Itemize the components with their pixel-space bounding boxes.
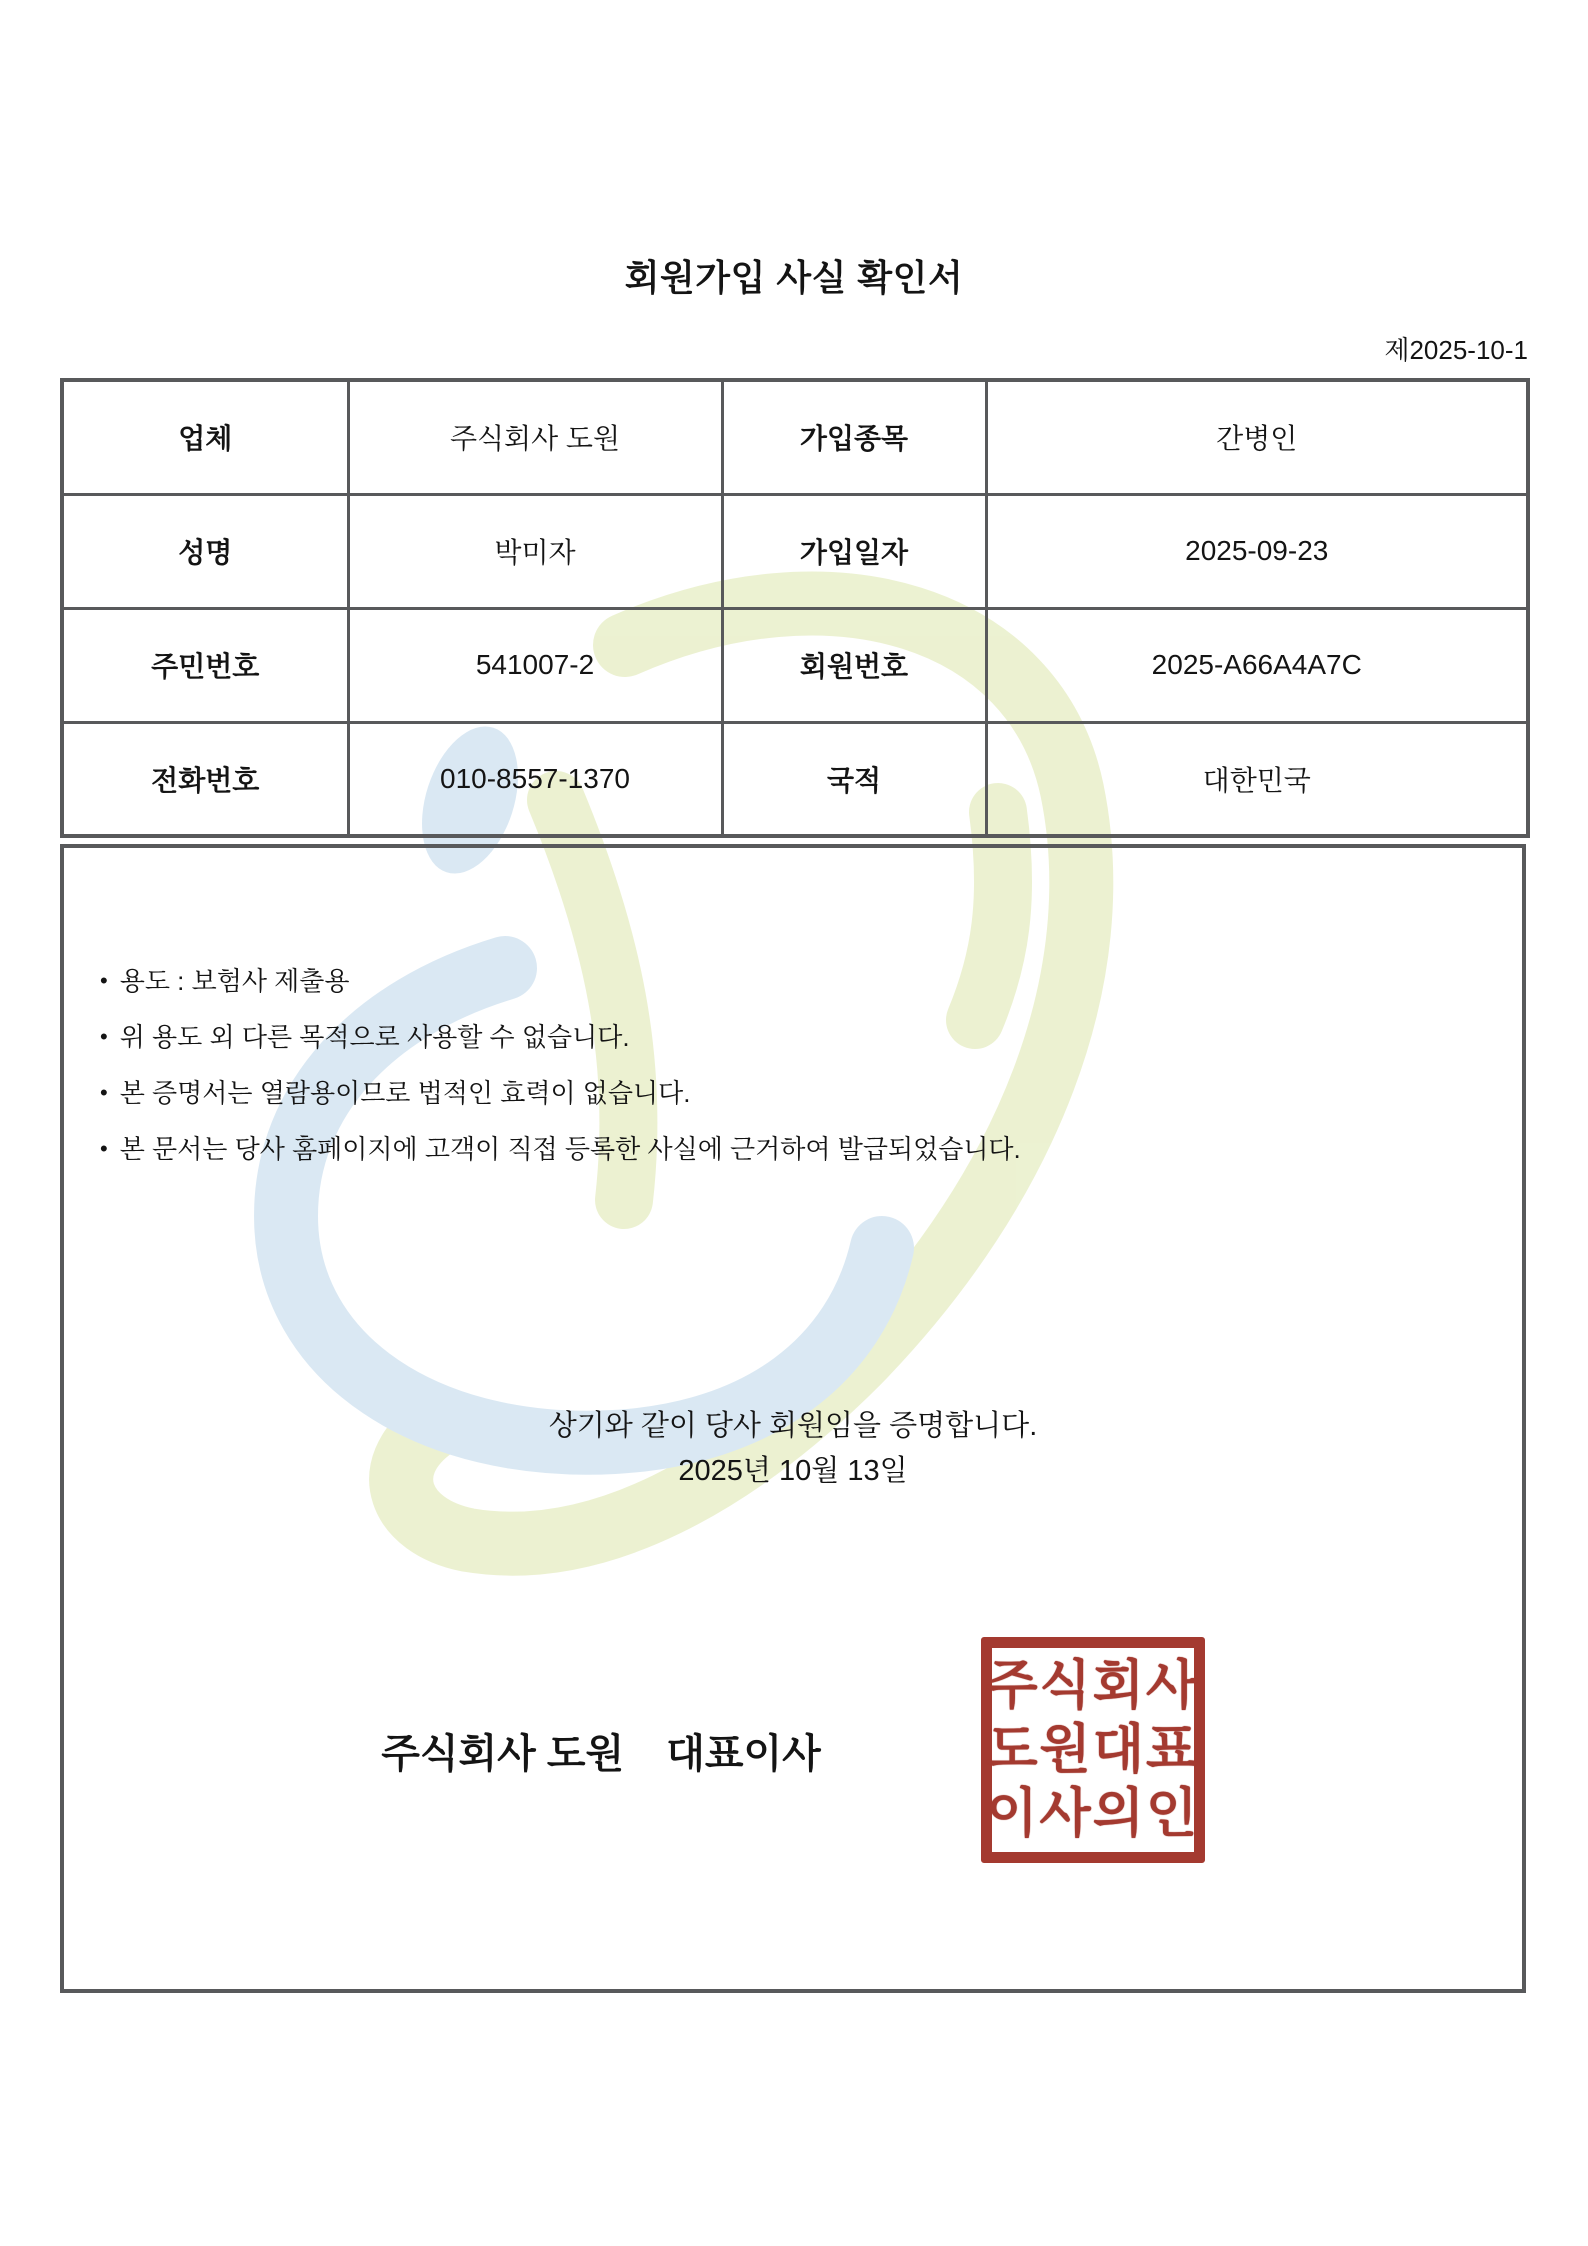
seal-line-2: 도원대표 bbox=[986, 1720, 1200, 1779]
notes-list bbox=[100, 954, 1492, 1178]
table-row bbox=[62, 494, 1528, 608]
field-label-join-type: 가입종목 bbox=[722, 380, 986, 494]
table-row bbox=[62, 380, 1528, 494]
signature-text bbox=[381, 1722, 821, 1779]
seal-line-1: 주식회사 bbox=[986, 1656, 1200, 1715]
signature-row bbox=[64, 1590, 1522, 1910]
document-number: 제2025-10-1 bbox=[1384, 335, 1528, 365]
table-row bbox=[62, 608, 1528, 722]
field-value-member-no: 2025-A66A4A7C bbox=[986, 608, 1528, 722]
field-label-company: 업체 bbox=[62, 380, 348, 494]
field-value-resident-no: 541007-2 bbox=[348, 608, 722, 722]
note-item-purpose: • 용도 : 보험사 제출용 bbox=[100, 954, 1492, 1010]
field-label-member-no: 회원번호 bbox=[722, 608, 986, 722]
company-name: 주식회사 도원 bbox=[381, 1731, 625, 1776]
field-label-nationality: 국적 bbox=[722, 722, 986, 836]
field-label-resident-no: 주민번호 bbox=[62, 608, 348, 722]
field-value-company: 주식회사 도원 bbox=[348, 380, 722, 494]
field-label-name: 성명 bbox=[62, 494, 348, 608]
field-value-join-date: 2025-09-23 bbox=[986, 494, 1528, 608]
certification-statement bbox=[64, 1404, 1522, 1494]
note-item-source: • 본 문서는 당사 홈페이지에 고객이 직접 등록한 사실에 근거하여 발급되었습니다. bbox=[100, 1122, 1492, 1178]
field-value-join-type: 간병인 bbox=[986, 380, 1528, 494]
note-item-restriction: • 위 용도 외 다른 목적으로 사용할 수 없습니다. bbox=[100, 1010, 1492, 1066]
table-row bbox=[62, 722, 1528, 836]
corporate-seal-stamp bbox=[981, 1637, 1205, 1863]
field-label-join-date: 가입일자 bbox=[722, 494, 986, 608]
ceo-title: 대표이사 bbox=[666, 1731, 821, 1776]
issue-date: 2025년 10월 13일 bbox=[678, 1455, 908, 1487]
member-info-table bbox=[60, 378, 1530, 838]
field-value-name: 박미자 bbox=[348, 494, 722, 608]
field-value-nationality: 대한민국 bbox=[986, 722, 1528, 836]
statement-line: 상기와 같이 당사 회원임을 증명합니다. bbox=[548, 1410, 1038, 1442]
field-label-phone: 전화번호 bbox=[62, 722, 348, 836]
seal-line-3: 이사의인 bbox=[986, 1784, 1200, 1843]
document-title: 회원가입 사실 확인서 bbox=[624, 257, 964, 298]
field-value-phone: 010-8557-1370 bbox=[348, 722, 722, 836]
note-item-legal: • 본 증명서는 열람용이므로 법적인 효력이 없습니다. bbox=[100, 1066, 1492, 1122]
certificate-body-box bbox=[60, 844, 1526, 1993]
